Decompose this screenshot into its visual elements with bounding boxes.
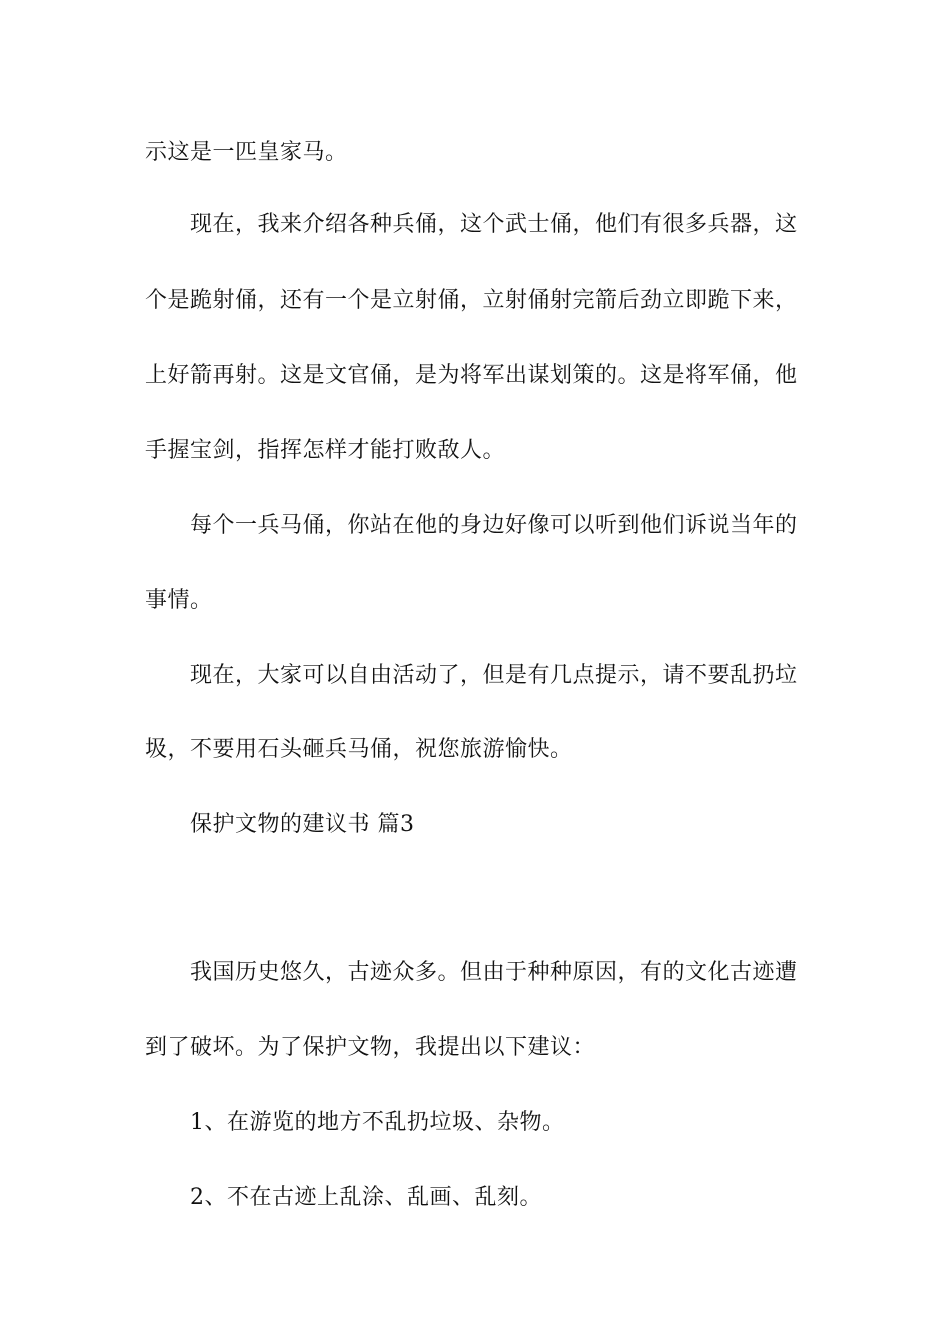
list-item: 2、不在古迹上乱涂、乱画、乱刻。 xyxy=(190,1185,542,1210)
text-line: 示这是一匹皇家马。 xyxy=(145,140,348,165)
text-line: 到了破坏。为了保护文物，我提出以下建议： xyxy=(145,1035,596,1060)
text-line: 圾，不要用石头砸兵马俑，祝您旅游愉快。 xyxy=(145,737,573,762)
list-item: 1、在游览的地方不乱扔垃圾、杂物。 xyxy=(190,1110,565,1135)
section-heading: 保护文物的建议书 篇3 xyxy=(190,812,415,837)
paragraph-start: 我国历史悠久，古迹众多。但由于种种原因，有的文化古迹遭 xyxy=(190,960,798,985)
paragraph-start: 现在，我来介绍各种兵俑，这个武士俑，他们有很多兵器，这 xyxy=(190,212,798,237)
text-line: 手握宝剑，指挥怎样才能打败敌人。 xyxy=(145,438,506,463)
paragraph-start: 现在，大家可以自由活动了，但是有几点提示，请不要乱扔垃 xyxy=(190,663,798,688)
text-line: 上好箭再射。这是文官俑，是为将军出谋划策的。这是将军俑，他 xyxy=(145,363,798,388)
text-line: 事情。 xyxy=(145,588,213,613)
paragraph-start: 每个一兵马俑，你站在他的身边好像可以听到他们诉说当年的 xyxy=(190,513,798,538)
text-line: 个是跪射俑，还有一个是立射俑，立射俑射完箭后劲立即跪下来， xyxy=(145,288,798,313)
